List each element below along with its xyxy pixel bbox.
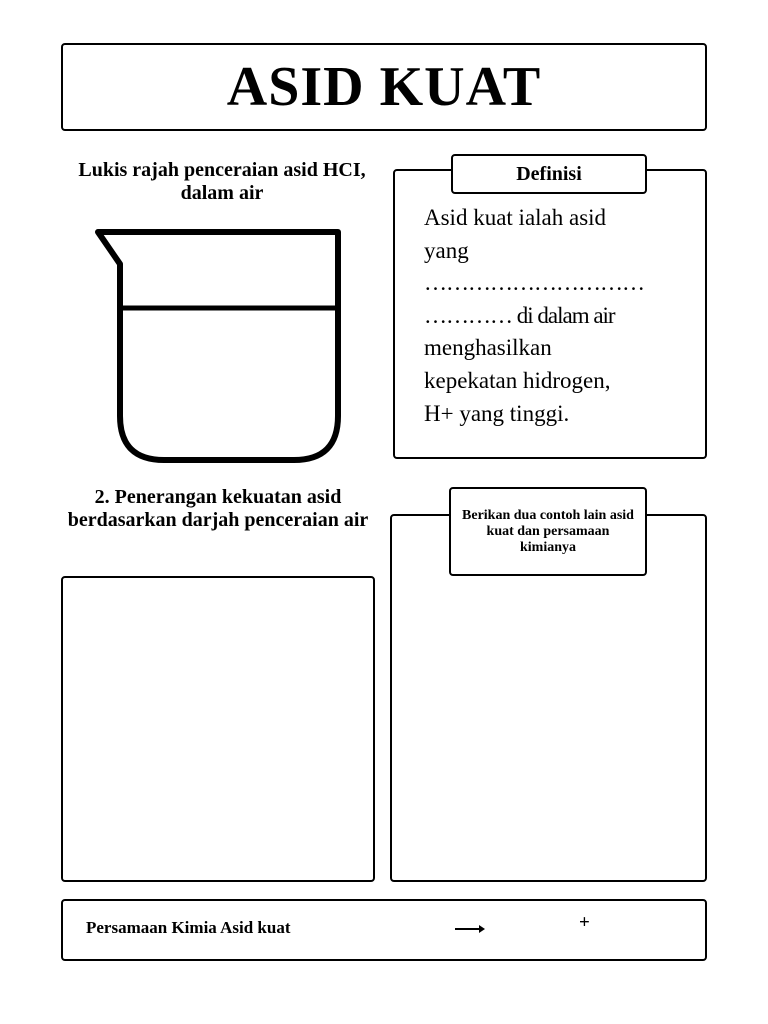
beaker-icon — [90, 224, 346, 464]
definition-blank[interactable]: ………………………… — [424, 270, 644, 296]
explanation-answer-box[interactable] — [61, 576, 375, 882]
definition-line: menghasilkan — [424, 335, 552, 361]
definition-line: H+ yang tinggi. — [424, 400, 570, 426]
definition-blank-line[interactable]: ………… di dalam air — [424, 302, 615, 328]
page-title: ASID KUAT — [226, 56, 542, 118]
plus-sign: + — [579, 912, 590, 933]
examples-tab-label: Berikan dua contoh lain asid kuat dan persamaan kimianya — [462, 507, 634, 555]
definition-text — [424, 202, 686, 430]
right-arrow-icon — [454, 922, 486, 936]
definition-line: kepekatan hidrogen, — [424, 367, 611, 393]
definition-line: Asid kuat ialah asid — [424, 205, 607, 230]
beaker-section-heading: Lukis rajah penceraian asid HCI, dalam air — [78, 159, 366, 204]
examples-tab — [449, 487, 647, 576]
explanation-section-heading: 2. Penerangan kekuatan asid berdasarkan darjah penceraian air — [67, 486, 369, 531]
definition-tab-label: Definisi — [516, 162, 582, 185]
definition-tab — [451, 154, 647, 194]
title-box — [61, 43, 707, 131]
equation-label: Persamaan Kimia Asid kuat — [86, 918, 291, 937]
definition-line: yang — [424, 237, 469, 263]
